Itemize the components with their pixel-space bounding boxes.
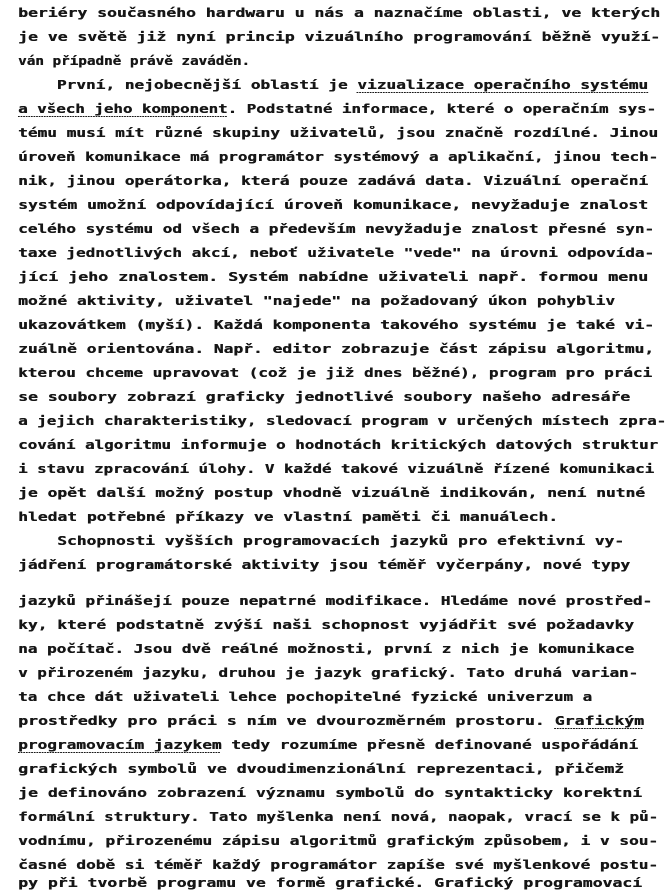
text-line: úroveň komunikace má programátor systémový a aplikační, jinou tech- <box>18 150 659 164</box>
text-line: celého systému od všech a především nevyžaduje znalost přesné syn- <box>18 222 655 236</box>
text-line: zuálně orientována. Např. editor zobrazuje část zápisu algoritmu, <box>18 342 654 356</box>
text-line: ta chce dát uživateli lehce pochopitelné fyzické univerzum a <box>18 690 593 704</box>
text-run: První, nejobecnější oblastí je <box>18 78 358 92</box>
underlined-term: a všech jeho komponent <box>18 102 228 116</box>
text-line: je ve světě již nyní princip vizuálního programování běžně využí- <box>18 30 661 44</box>
text-line: jící jeho znalostem. Systém nabídne uživateli např. formou menu <box>18 270 648 284</box>
text-line: v přirozeném jazyku, druhou je jazyk grafický. Tato druhá varian- <box>18 666 639 680</box>
text-line: je opět další možný postup vhodně vizuálně indikován, není nutné <box>18 486 645 500</box>
text-run: . Podstatné informace, které o operačním sys- <box>227 102 657 116</box>
text-line <box>18 102 656 116</box>
text-line: vodnímu, přirozenému zápisu algoritmů grafickým způsobem, i v sou- <box>18 834 658 848</box>
text-line: na počítač. Jsou dvě reálné možnosti, první z nich je komunikace <box>18 642 635 656</box>
text-line: tému musí mít různé skupiny uživatelů, jsou značně rozdílné. Jinou <box>18 126 658 140</box>
text-line: ván případně právě zaváděn. <box>18 54 250 68</box>
text-line: možné aktivity, uživatel "najede" na požadovaný úkon pohybliv <box>18 294 616 308</box>
text-line: i stavu zpracování úlohy. V každé takové vizuálně řízené komunikaci <box>18 462 655 476</box>
text-run: tedy rozumíme přesně definované uspořádání <box>221 738 639 752</box>
text-line: je definováno zobrazení významu symbolů do syntakticky korektní <box>18 786 643 800</box>
text-line: jazyků přinášejí pouze nepatrné modifikace. Hledáme nové prostřed- <box>18 594 653 608</box>
text-line: Schopnosti vyšších programovacích jazyků pro efektivní vy- <box>18 534 624 548</box>
text-line: cování algoritmu informuje o hodnotách kritických datových struktur <box>18 438 659 452</box>
text-line: a jejich charakteristiky, sledovací program v určených místech zpra- <box>18 414 667 428</box>
underlined-term: vizualizace operačního systému <box>357 78 648 92</box>
text-line: taxe jednotlivých akcí, neboť uživatele "vede" na úrovni odpovída- <box>18 246 655 260</box>
text-line: formální struktury. Tato myšlenka není nová, naopak, vrací se k pů- <box>18 810 659 824</box>
text-line: hledat potřebné příkazy ve vlastní paměti či manuálech. <box>18 510 558 524</box>
underlined-term: Grafickým <box>554 714 644 728</box>
text-line: grafických symbolů ve dvoudimenzionální reprezentaci, přičemž <box>18 762 624 776</box>
text-line: časné době si téměř každý programátor zapíše své myšlenkové postu- <box>18 858 658 872</box>
text-run: prostředky pro práci s ním ve dvourozměrném prostoru. <box>18 714 555 728</box>
text-line: ukazovátkem (myší). Každá komponenta takového systému je také vi- <box>18 318 654 332</box>
underlined-term: programovacím jazykem <box>18 738 222 752</box>
text-line: nik, jinou operátorka, která pouze zadává data. Vizuální operační <box>18 174 648 188</box>
text-line: kterou chceme upravovat (což je již dnes běžné), program pro práci <box>18 366 653 380</box>
text-line: systém umožní odpovídající úroveň komunikace, nevyžaduje znalost <box>18 198 649 212</box>
text-line: se soubory zobrazí graficky jednotlivé soubory našeho adresáře <box>18 390 631 404</box>
text-line: beriéry současného hardwaru u nás a naznačíme oblasti, ve kterých <box>18 6 661 20</box>
text-line: jádření programátorské aktivity jsou téměř vyčerpány, nové typy <box>18 558 631 572</box>
text-line <box>18 78 648 92</box>
text-line <box>18 714 644 728</box>
text-line: ky, které podstatně zvýší naši schopnost vyjádřit své požadavky <box>18 618 634 632</box>
text-line <box>18 738 638 752</box>
text-line: py při tvorbě programu ve formě grafické. Grafický programovací <box>18 876 643 890</box>
